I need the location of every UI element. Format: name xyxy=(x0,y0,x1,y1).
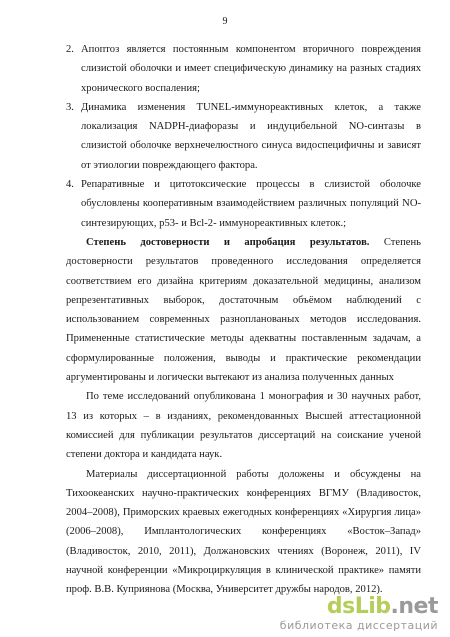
list-item-text: Динамика изменения TUNEL-иммунореактивных клеток, а также локализация NADPH-диафоразы и индуцибельной NO-синтазы в слизистой оболочке верхнечелюстного синуса видоспецифичны и зависят от этиологии повреждающего фактора. xyxy=(81,101,421,171)
page-body xyxy=(66,40,421,600)
page-number: 9 xyxy=(222,16,228,27)
list-item-number: 3. xyxy=(66,101,74,113)
list-item-text: Апоптоз является постоянным компонентом вторичного повреждения слизистой оболочки и имеет специфическую динамику на разных стадиях хронического воспаления; xyxy=(81,44,421,94)
list-item xyxy=(66,40,421,98)
watermark-logo xyxy=(280,596,438,631)
list-item xyxy=(66,98,421,175)
watermark-brand: dsLib.net xyxy=(326,594,438,619)
watermark-subtitle: библиотека диссертаций xyxy=(279,619,438,632)
section-text: Степень достоверности результатов проведенного исследования определяется соответствием его дизайна критериям доказательной медицины, анализом репрезентативных выборок, достаточным объёмом наблюдений с использованием современных разнопланованых методов исследования. Примененные статистические методы адекватны поставленным задачам, а сформулированные положения, выводы и практические рекомендации аргументированы и логически вытекают из анализа полученных данных xyxy=(66,236,421,384)
section-heading: Степень достоверности и апробация результатов. xyxy=(86,236,370,248)
list-item-number: 4. xyxy=(66,179,74,191)
publications-paragraph: По теме исследований опубликована 1 монография и 30 научных работ, 13 из которых – в изданиях, рекомендованных Высшей аттестационной комиссией для публикации результатов диссертаций на соискание ученой степени доктора и кандидата наук. xyxy=(66,391,421,461)
list-item-text: Репаративные и цитотоксические процессы в слизистой оболочке обусловлены кооперативным взаимодействием различных популяций NO-синтезирующих, p53- и Bcl-2- иммунореактивных клеток.; xyxy=(81,179,421,229)
list-item-number: 2. xyxy=(66,44,74,55)
list-item xyxy=(66,175,421,233)
conferences-paragraph: Материалы диссертационной работы доложены и обсуждены на Тихоокеанских научно-практических конференциях ВГМУ (Владивосток, 2004–2008), Приморских краевых ежегодных конференциях «Хирургия лица» (2006–2008), Имплантологических конференциях «Восток–Запад» (Владивосток, 2010, 2011), Должановских чтениях (Воронеж, 2011), IV научной конференции «Микроциркуляция в клинической практике» памяти проф. В.В. Куприянова (Москва, Университет дружбы народов, 2012). xyxy=(66,468,421,596)
section-paragraph xyxy=(66,233,421,387)
